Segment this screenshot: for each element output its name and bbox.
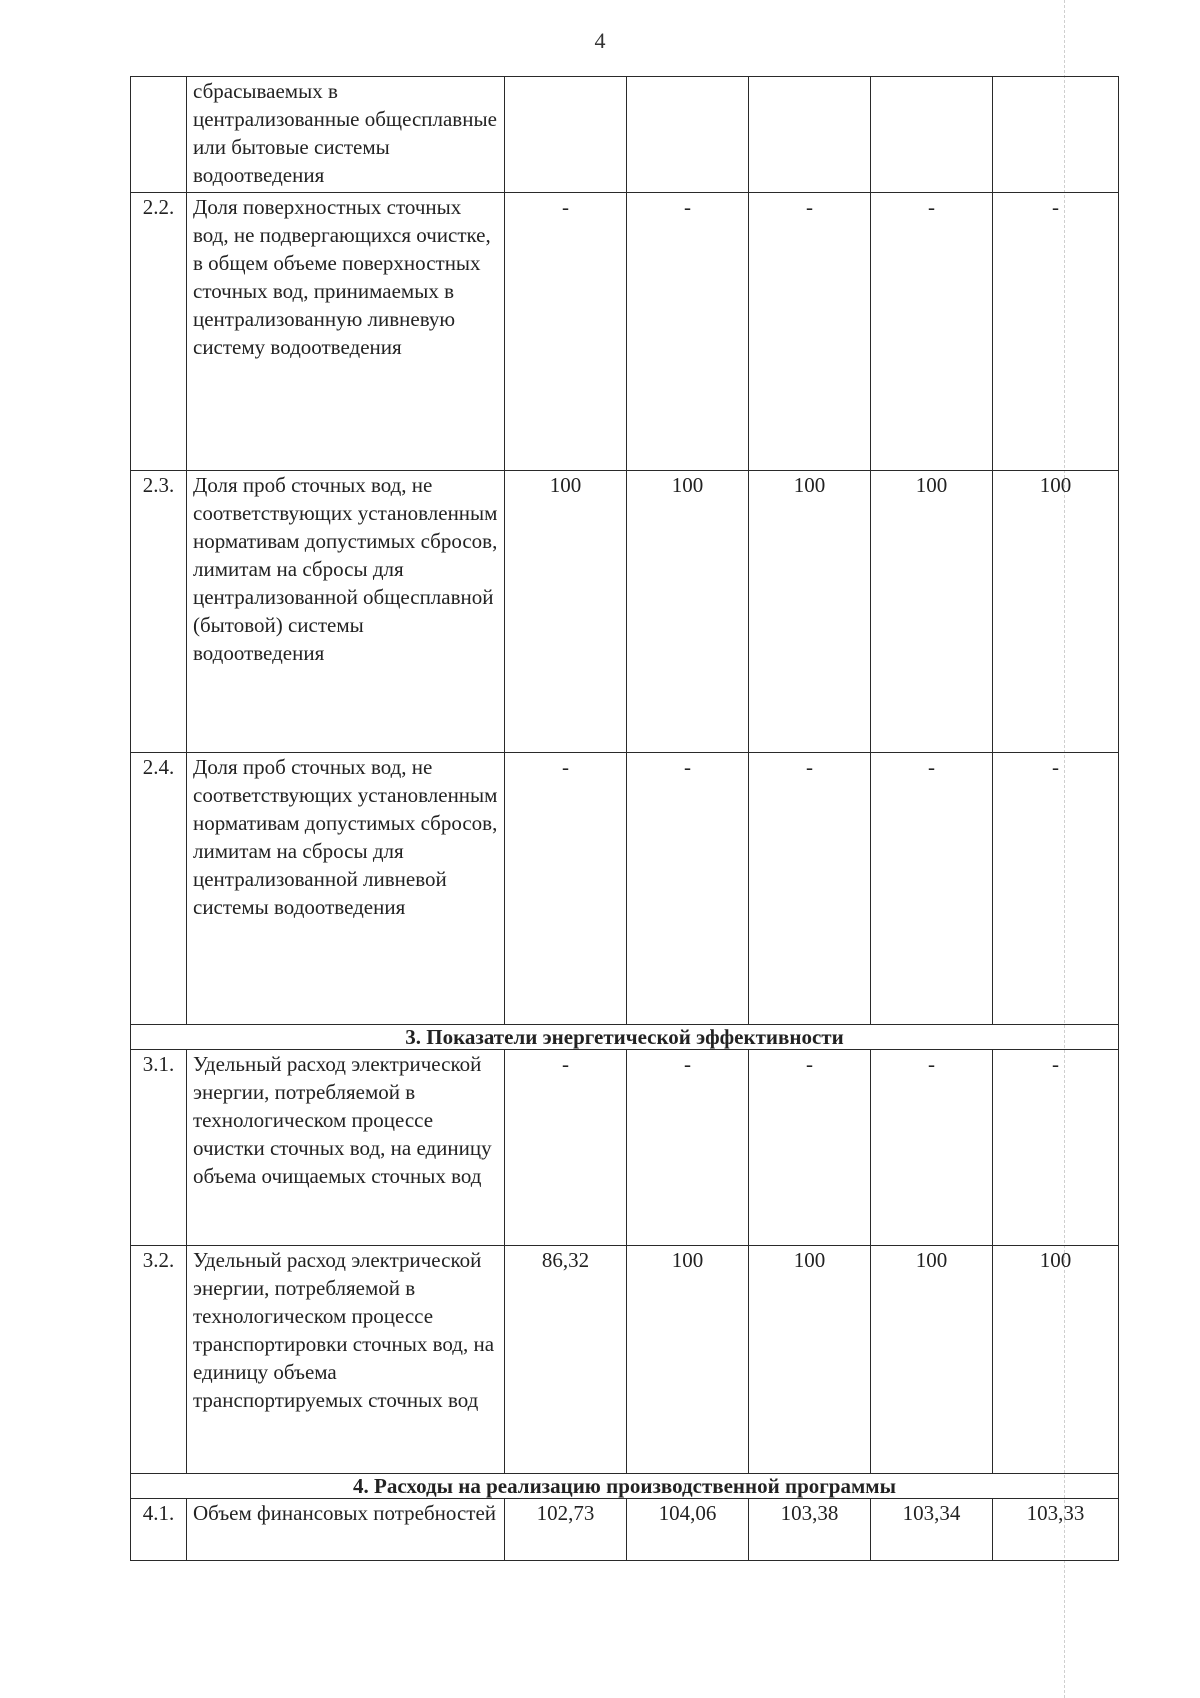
row-description: Доля поверхностных сточных вод, не подвергающихся очистке, в общем объеме поверхностных сточных вод, принимаемых в централизованную ливневую систему водоотведения <box>187 193 505 471</box>
row-number: 2.4. <box>131 753 187 1025</box>
row-value: 103,38 <box>749 1499 871 1561</box>
row-value: 100 <box>627 471 749 753</box>
row-value: 100 <box>871 471 993 753</box>
row-description: Объем финансовых потребностей <box>187 1499 505 1561</box>
row-description: сбрасываемых в централизованные общесплавные или бытовые системы водоотведения <box>187 77 505 193</box>
row-value <box>749 77 871 193</box>
row-value: - <box>627 193 749 471</box>
table-row <box>131 471 1119 753</box>
row-number: 3.1. <box>131 1050 187 1246</box>
row-value: 86,32 <box>505 1246 627 1474</box>
section-header-row <box>131 1474 1119 1499</box>
row-number: 3.2. <box>131 1246 187 1474</box>
row-value: - <box>505 753 627 1025</box>
row-description: Удельный расход электрической энергии, потребляемой в технологическом процессе очистки сточных вод, на единицу объема очищаемых сточных вод <box>187 1050 505 1246</box>
row-value: 100 <box>505 471 627 753</box>
row-value <box>627 77 749 193</box>
row-value: 103,34 <box>871 1499 993 1561</box>
row-value: 100 <box>993 1246 1119 1474</box>
row-value: 100 <box>871 1246 993 1474</box>
row-value: 103,33 <box>993 1499 1119 1561</box>
row-value: - <box>871 1050 993 1246</box>
indicators-table <box>130 76 1119 1561</box>
row-value <box>993 77 1119 193</box>
row-value: 100 <box>749 471 871 753</box>
row-value: - <box>871 753 993 1025</box>
section-title: 3. Показатели энергетической эффективности <box>131 1025 1119 1050</box>
row-value: - <box>749 1050 871 1246</box>
row-value: - <box>505 193 627 471</box>
row-number: 4.1. <box>131 1499 187 1561</box>
table-row <box>131 1050 1119 1246</box>
row-number: 2.2. <box>131 193 187 471</box>
row-value: 100 <box>749 1246 871 1474</box>
row-value: 100 <box>627 1246 749 1474</box>
row-number <box>131 77 187 193</box>
row-description: Доля проб сточных вод, не соответствующих установленным нормативам допустимых сбросов, лимитам на сбросы для централизованной ливневой системы водоотведения <box>187 753 505 1025</box>
row-value: - <box>871 193 993 471</box>
row-value: - <box>749 753 871 1025</box>
table-row <box>131 77 1119 193</box>
row-value: 100 <box>993 471 1119 753</box>
table-row <box>131 1499 1119 1561</box>
row-number: 2.3. <box>131 471 187 753</box>
table-row <box>131 753 1119 1025</box>
row-description: Удельный расход электрической энергии, потребляемой в технологическом процессе транспортировки сточных вод, на единицу объема транспортируемых сточных вод <box>187 1246 505 1474</box>
row-description: Доля проб сточных вод, не соответствующих установленным нормативам допустимых сбросов, лимитам на сбросы для централизованной общесплавной (бытовой) системы водоотведения <box>187 471 505 753</box>
page-number: 4 <box>594 28 606 53</box>
row-value: - <box>993 193 1119 471</box>
row-value: - <box>505 1050 627 1246</box>
section-title: 4. Расходы на реализацию производственной программы <box>131 1474 1119 1499</box>
row-value: 104,06 <box>627 1499 749 1561</box>
table-row <box>131 193 1119 471</box>
section-header-row <box>131 1025 1119 1050</box>
row-value: - <box>749 193 871 471</box>
table-row <box>131 1246 1119 1474</box>
row-value: - <box>993 1050 1119 1246</box>
row-value <box>871 77 993 193</box>
row-value: - <box>627 753 749 1025</box>
row-value <box>505 77 627 193</box>
row-value: - <box>627 1050 749 1246</box>
row-value: - <box>993 753 1119 1025</box>
row-value: 102,73 <box>505 1499 627 1561</box>
